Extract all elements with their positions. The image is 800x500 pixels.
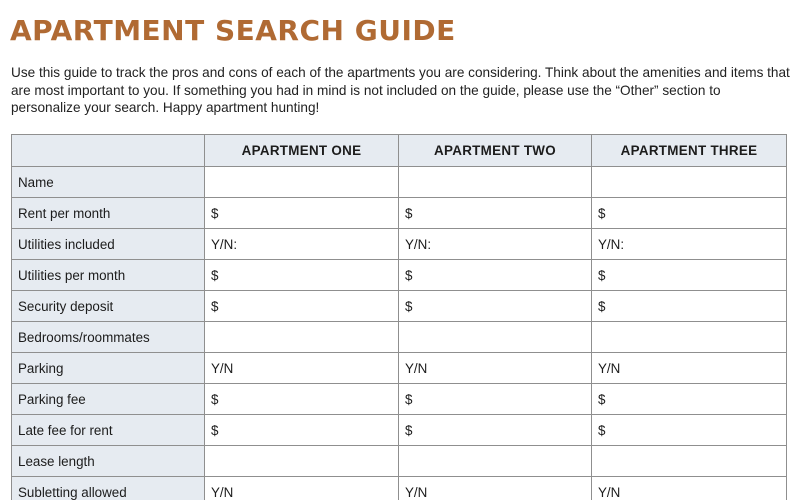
table-cell[interactable]: Y/N	[399, 477, 592, 500]
table-cell[interactable]: Y/N:	[399, 229, 592, 260]
row-label: Parking	[12, 353, 205, 384]
page-title: APARTMENT SEARCH GUIDE	[10, 14, 456, 47]
table-cell[interactable]: Y/N:	[205, 229, 399, 260]
table-cell[interactable]: $	[592, 291, 787, 322]
column-header-apartment-three: APARTMENT THREE	[592, 135, 787, 167]
table-cell[interactable]	[205, 446, 399, 477]
table-cell[interactable]	[205, 322, 399, 353]
table-cell[interactable]: $	[592, 384, 787, 415]
table-row	[12, 198, 787, 229]
table-cell[interactable]	[399, 167, 592, 198]
table-cell[interactable]: $	[399, 198, 592, 229]
row-label: Name	[12, 167, 205, 198]
table-row	[12, 446, 787, 477]
table-cell[interactable]: Y/N	[592, 477, 787, 500]
row-label: Utilities included	[12, 229, 205, 260]
table-cell[interactable]: $	[205, 291, 399, 322]
table-cell[interactable]	[399, 322, 592, 353]
column-header-apartment-one: APARTMENT ONE	[205, 135, 399, 167]
table-row	[12, 260, 787, 291]
row-label: Rent per month	[12, 198, 205, 229]
table-cell[interactable]	[399, 446, 592, 477]
row-label: Lease length	[12, 446, 205, 477]
table-cell[interactable]	[592, 322, 787, 353]
row-label: Utilities per month	[12, 260, 205, 291]
table-row	[12, 353, 787, 384]
table-header-corner	[12, 135, 205, 167]
table-row	[12, 477, 787, 500]
table-row	[12, 167, 787, 198]
table-row	[12, 291, 787, 322]
table-cell[interactable]	[205, 167, 399, 198]
row-label: Bedrooms/roommates	[12, 322, 205, 353]
row-label: Parking fee	[12, 384, 205, 415]
row-label: Security deposit	[12, 291, 205, 322]
table-cell[interactable]: $	[205, 260, 399, 291]
table-row	[12, 322, 787, 353]
table-header-row	[12, 135, 787, 167]
row-label: Subletting allowed	[12, 477, 205, 500]
table-cell[interactable]: $	[205, 415, 399, 446]
column-header-apartment-two: APARTMENT TWO	[399, 135, 592, 167]
row-label: Late fee for rent	[12, 415, 205, 446]
table-cell[interactable]: $	[399, 384, 592, 415]
table-cell[interactable]	[592, 167, 787, 198]
table-cell[interactable]: $	[205, 384, 399, 415]
table-row	[12, 229, 787, 260]
table-cell[interactable]: $	[592, 415, 787, 446]
table-cell[interactable]: Y/N	[399, 353, 592, 384]
intro-paragraph: Use this guide to track the pros and cons of each of the apartments you are considering. Think about the amenities and items that are most important to you. If something you had in mind is not included on the guide, please use the “Other” section to personalize your search. Happy apartment hunting!	[11, 65, 790, 115]
table-cell[interactable]: $	[205, 198, 399, 229]
table-cell[interactable]: $	[399, 415, 592, 446]
table-cell[interactable]: $	[399, 291, 592, 322]
table-cell[interactable]: $	[592, 260, 787, 291]
table-row	[12, 415, 787, 446]
table-row	[12, 384, 787, 415]
table-cell[interactable]: $	[399, 260, 592, 291]
table-cell[interactable]: Y/N	[205, 477, 399, 500]
apartment-comparison-table	[11, 134, 787, 500]
table-cell[interactable]: Y/N:	[592, 229, 787, 260]
table-cell[interactable]: Y/N	[205, 353, 399, 384]
table-cell[interactable]: $	[592, 198, 787, 229]
table-cell[interactable]: Y/N	[592, 353, 787, 384]
table-cell[interactable]	[592, 446, 787, 477]
